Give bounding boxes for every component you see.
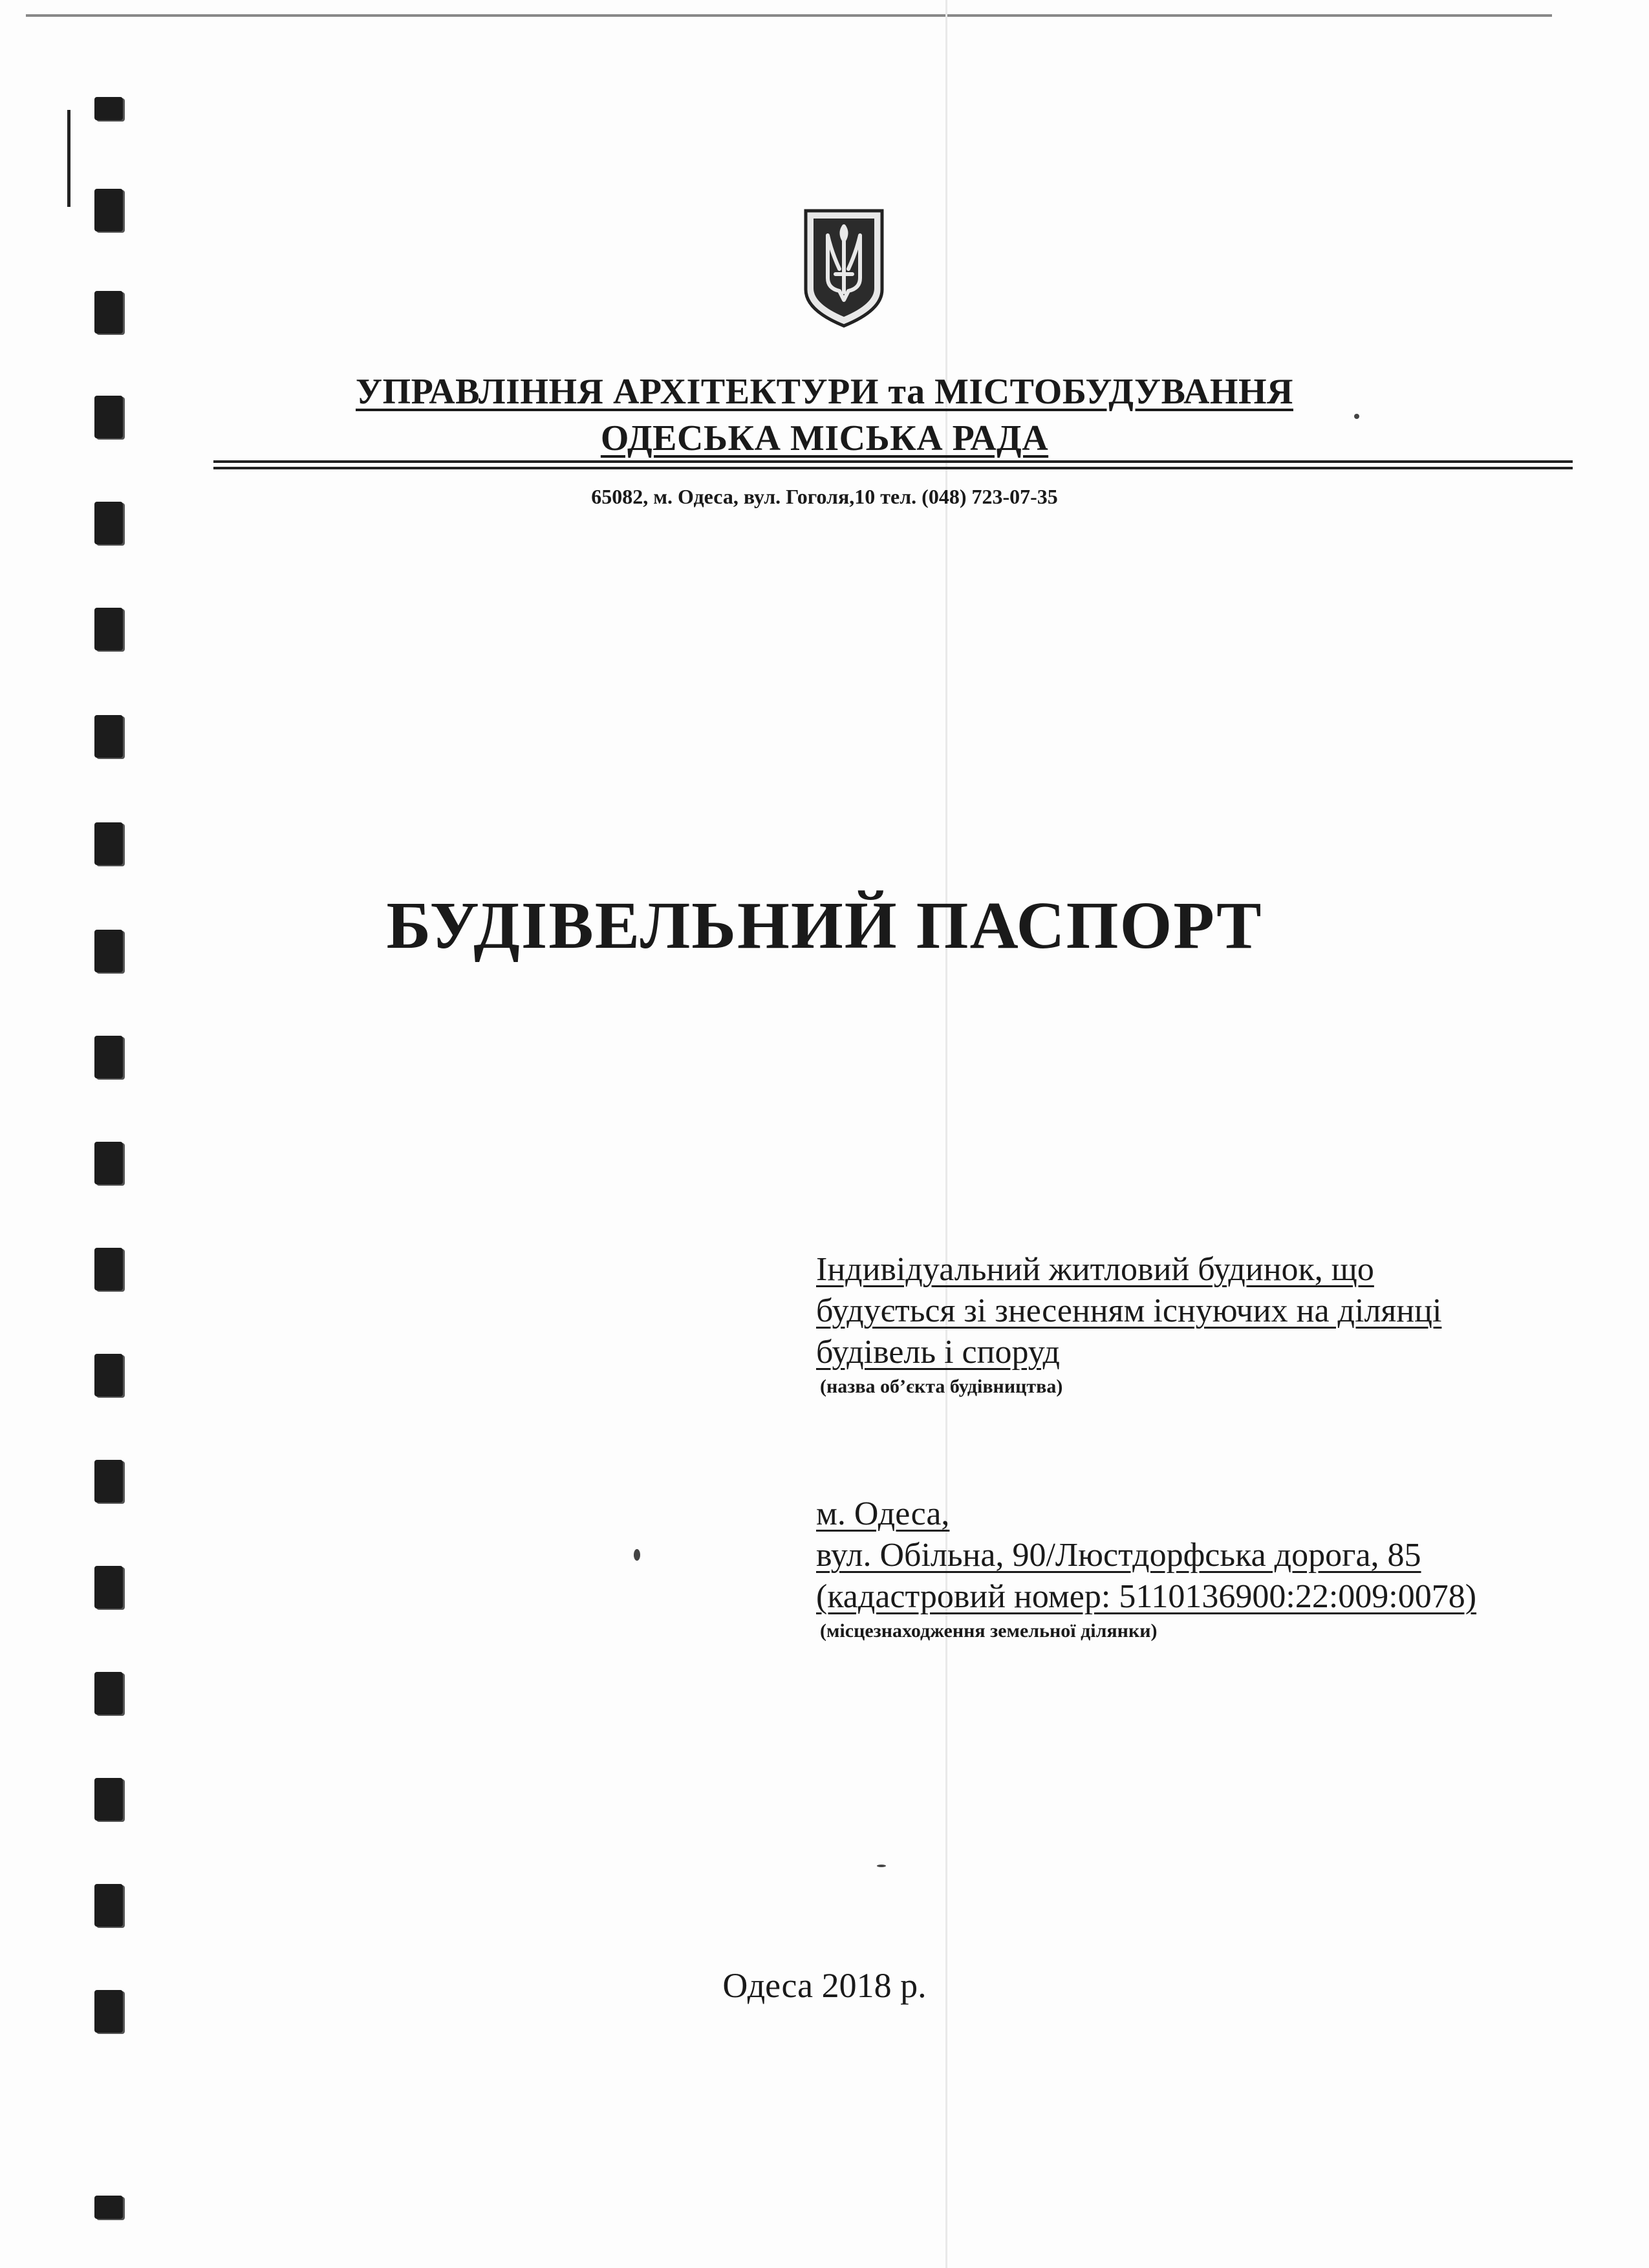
binding-hole	[94, 608, 123, 650]
land-location-block	[816, 1493, 1592, 1643]
organization-address: 65082, м. Одеса, вул. Гоголя,10 тел. (048) 723-07-35	[591, 485, 1058, 508]
fold-line	[945, 0, 947, 2268]
binding-hole	[94, 1778, 123, 1821]
scan-left-mark	[67, 110, 70, 207]
city-council-name: ОДЕСЬКА МІСЬКА РАДА	[600, 418, 1049, 458]
location-line: м. Одеса,	[816, 1495, 950, 1532]
object-name-block	[816, 1249, 1592, 1399]
scan-top-edge	[26, 14, 1552, 17]
binding-hole	[94, 291, 123, 334]
binding-hole	[94, 1248, 123, 1290]
binding-hole	[94, 1142, 123, 1184]
binding-hole	[94, 1566, 123, 1609]
location-line: (кадастровий номер: 5110136900:22:009:0078)	[816, 1578, 1477, 1615]
binding-hole	[94, 1036, 123, 1078]
binding-hole	[94, 2196, 123, 2219]
organization-header	[0, 369, 1649, 462]
binding-hole	[94, 1672, 123, 1715]
place-and-year: Одеса 2018 р.	[722, 1966, 927, 2005]
document-title: БУДІВЕЛЬНИЙ ПАСПОРТ	[386, 888, 1263, 963]
object-name-line: будується зі знесенням існуючих на ділянці	[816, 1292, 1442, 1329]
binding-hole	[94, 97, 123, 120]
scan-speck	[634, 1549, 640, 1561]
object-name-line: Індивідуальний житловий будинок, що	[816, 1251, 1374, 1288]
trident-coat-of-arms-icon	[802, 207, 886, 330]
binding-hole	[94, 189, 123, 231]
binding-hole	[94, 822, 123, 865]
scan-speck	[877, 1865, 886, 1867]
object-name-line: будівель і споруд	[816, 1334, 1060, 1371]
scan-speck	[1354, 414, 1359, 419]
location-line: вул. Обільна, 90/Люстдорфська дорога, 85	[816, 1537, 1421, 1574]
binding-hole	[94, 1354, 123, 1396]
organization-name: УПРАВЛІННЯ АРХІТЕКТУРИ та МІСТОБУДУВАННЯ	[356, 372, 1293, 412]
binding-hole	[94, 1884, 123, 1927]
object-name-caption: (назва об’єкта будівництва)	[820, 1376, 1063, 1397]
header-divider	[213, 460, 1573, 469]
location-caption: (місцезнаходження земельної ділянки)	[820, 1620, 1158, 1642]
binding-hole	[94, 1460, 123, 1503]
binding-hole	[94, 715, 123, 758]
